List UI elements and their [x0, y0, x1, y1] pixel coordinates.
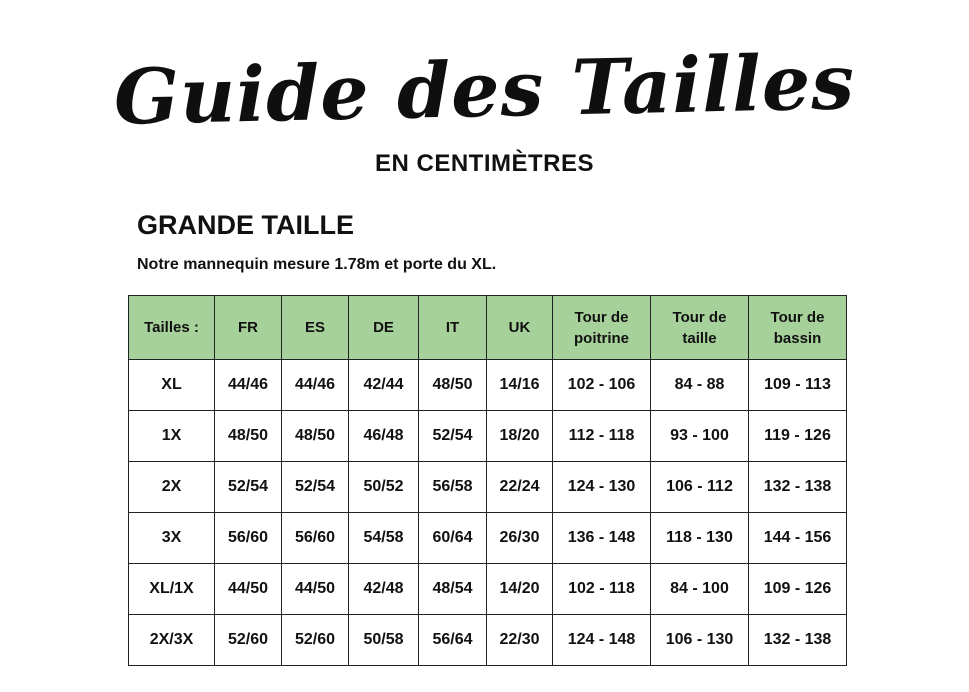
- table-cell: 48/50: [215, 411, 282, 462]
- table-cell: 102 - 118: [553, 564, 651, 615]
- table-cell: 106 - 130: [651, 615, 749, 666]
- table-cell: 112 - 118: [553, 411, 651, 462]
- section-title: GRANDE TAILLE: [137, 210, 354, 240]
- table-cell: 14/16: [487, 360, 553, 411]
- table-cell: 42/48: [349, 564, 419, 615]
- header-line-1: Tour de: [574, 308, 629, 326]
- table-cell: 48/50: [282, 411, 349, 462]
- table-row: [129, 462, 847, 513]
- table-cell: 44/50: [215, 564, 282, 615]
- table-cell: 102 - 106: [553, 360, 651, 411]
- table-cell: 144 - 156: [749, 513, 847, 564]
- table-cell: 124 - 130: [553, 462, 651, 513]
- model-note: Notre mannequin mesure 1.78m et porte du XL.: [137, 256, 497, 273]
- table-cell: 56/58: [419, 462, 487, 513]
- table-cell: 18/20: [487, 411, 553, 462]
- page-title: Guide des Tailles: [113, 37, 856, 142]
- table-cell: 50/52: [349, 462, 419, 513]
- table-cell: 84 - 88: [651, 360, 749, 411]
- table-cell: 118 - 130: [651, 513, 749, 564]
- table-header-row: [129, 296, 847, 360]
- header-line-1: UK: [508, 319, 531, 336]
- table-header-cell: [553, 296, 651, 360]
- header-line-2: poitrine: [574, 329, 629, 347]
- size-label-cell: XL/1X: [129, 564, 215, 615]
- table-cell: 52/54: [419, 411, 487, 462]
- header-line-1: Tour de: [770, 308, 825, 326]
- table-cell: 48/50: [419, 360, 487, 411]
- table-row: [129, 513, 847, 564]
- table-cell: 54/58: [349, 513, 419, 564]
- table-header-cell: [419, 296, 487, 360]
- table-cell: 48/54: [419, 564, 487, 615]
- table-cell: 84 - 100: [651, 564, 749, 615]
- table-cell: 44/46: [282, 360, 349, 411]
- header-line-1: ES: [304, 319, 325, 336]
- table-cell: 22/30: [487, 615, 553, 666]
- page-subtitle: EN CENTIMÈTRES: [374, 150, 594, 177]
- table-cell: 124 - 148: [553, 615, 651, 666]
- table-row: [129, 615, 847, 666]
- table-cell: 132 - 138: [749, 615, 847, 666]
- table-cell: 14/20: [487, 564, 553, 615]
- header-line-1: Tailles :: [144, 319, 199, 336]
- table-row: [129, 360, 847, 411]
- table-cell: 52/60: [215, 615, 282, 666]
- header-line-1: FR: [238, 319, 258, 336]
- table-header-cell: [487, 296, 553, 360]
- table-cell: 44/50: [282, 564, 349, 615]
- size-label-cell: 1X: [129, 411, 215, 462]
- table-cell: 46/48: [349, 411, 419, 462]
- header-line-1: IT: [445, 319, 460, 336]
- size-label-cell: 3X: [129, 513, 215, 564]
- table-cell: 50/58: [349, 615, 419, 666]
- table-header-cell: [349, 296, 419, 360]
- table-cell: 106 - 112: [651, 462, 749, 513]
- header-line-2: bassin: [773, 329, 822, 347]
- header-line-1: DE: [373, 319, 394, 336]
- table-cell: 93 - 100: [651, 411, 749, 462]
- table-cell: 60/64: [419, 513, 487, 564]
- table-cell: 56/60: [215, 513, 282, 564]
- size-label-cell: 2X/3X: [129, 615, 215, 666]
- table-header-cell: [282, 296, 349, 360]
- header-line-2: taille: [682, 329, 717, 347]
- table-row: [129, 411, 847, 462]
- table-header-cell: [215, 296, 282, 360]
- table-cell: 44/46: [215, 360, 282, 411]
- size-table: [128, 295, 847, 666]
- table-cell: 119 - 126: [749, 411, 847, 462]
- size-label-cell: XL: [129, 360, 215, 411]
- table-cell: 52/60: [282, 615, 349, 666]
- table-cell: 52/54: [215, 462, 282, 513]
- table-cell: 136 - 148: [553, 513, 651, 564]
- table-cell: 52/54: [282, 462, 349, 513]
- size-label-cell: 2X: [129, 462, 215, 513]
- table-cell: 56/60: [282, 513, 349, 564]
- table-cell: 22/24: [487, 462, 553, 513]
- table-cell: 42/44: [349, 360, 419, 411]
- table-row: [129, 564, 847, 615]
- table-cell: 109 - 113: [749, 360, 847, 411]
- table-cell: 132 - 138: [749, 462, 847, 513]
- table-header-cell: [651, 296, 749, 360]
- table-header-cell: [129, 296, 215, 360]
- table-body: [129, 360, 847, 666]
- table-cell: 26/30: [487, 513, 553, 564]
- table-header-cell: [749, 296, 847, 360]
- header-line-1: Tour de: [672, 308, 727, 326]
- table-cell: 56/64: [419, 615, 487, 666]
- table-cell: 109 - 126: [749, 564, 847, 615]
